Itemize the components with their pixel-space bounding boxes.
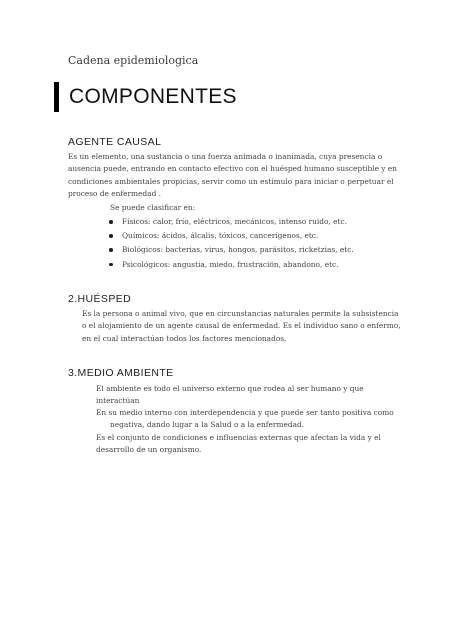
huesped-line: en el cual interactúan todos los factores mencionados.: [82, 333, 287, 343]
section-heading-agente: AGENTE CAUSAL: [68, 136, 162, 148]
huesped-line: Es la persona o animal vivo, que en circunstancias naturales permite la subsistencia: [82, 309, 399, 318]
title-accent-bar: [54, 82, 59, 112]
section-heading-medio: 3.MEDIO AMBIENTE: [68, 367, 174, 379]
bullet-icon: [109, 248, 113, 252]
classification-list: [108, 215, 354, 272]
bullet-icon: [109, 263, 113, 267]
section-heading-huesped: 2.HUÉSPED: [68, 293, 132, 305]
bullet-icon: [109, 234, 113, 238]
huesped-paragraph: [82, 308, 401, 345]
medio-paragraph-1: El ambiente es todo el universo externo que rodea al ser humano y que interactúan: [96, 384, 364, 406]
agente-line: ausencia puede, entrando en contacto efectivo con el huésped humano susceptible y en: [68, 164, 397, 174]
list-item: Psicológicos: angustia, miedo, frustración, abandono, etc.: [108, 258, 354, 272]
page-title: COMPONENTES: [69, 85, 237, 108]
bullet-icon: [109, 220, 113, 224]
agente-line: proceso de enfermedad .: [68, 188, 161, 198]
agente-line: condiciones ambientales propicias, servir como un estímulo para iniciar o perpetuar el: [68, 176, 394, 186]
medio-paragraph-2: En su medio interno con interdependencia y que puede ser tanto positiva como negativa, dando lugar a la Salud o a la enfermedad.: [96, 408, 394, 430]
agente-line: Es un elemento, una sustancia o una fuerza animada o inanimada, cuya presencia o: [68, 152, 383, 161]
medio-paragraph-3: Es el conjunto de condiciones e influencias externas que afectan la vida y el desarrollo de un organismo.: [96, 433, 381, 455]
huesped-line: o el alojamiento de un agente causal de enfermedad. Es el individuo sano o enfermo,: [82, 321, 401, 331]
classify-intro: Se puede clasificar en:: [110, 203, 196, 212]
agente-paragraph: [68, 151, 397, 200]
list-item: Físicos: calor, frío, eléctricos, mecánicos, intenso ruido, etc.: [108, 215, 354, 229]
list-item: Biológicos: bacterias, virus, hongos, parásitos, ricketzias, etc.: [108, 243, 354, 257]
document-subtitle: Cadena epidemiologica: [68, 54, 199, 67]
list-item: Químicos: ácidos, álcalis, tóxicos, cancerígenos, etc.: [108, 229, 354, 243]
title-block: [54, 82, 237, 112]
